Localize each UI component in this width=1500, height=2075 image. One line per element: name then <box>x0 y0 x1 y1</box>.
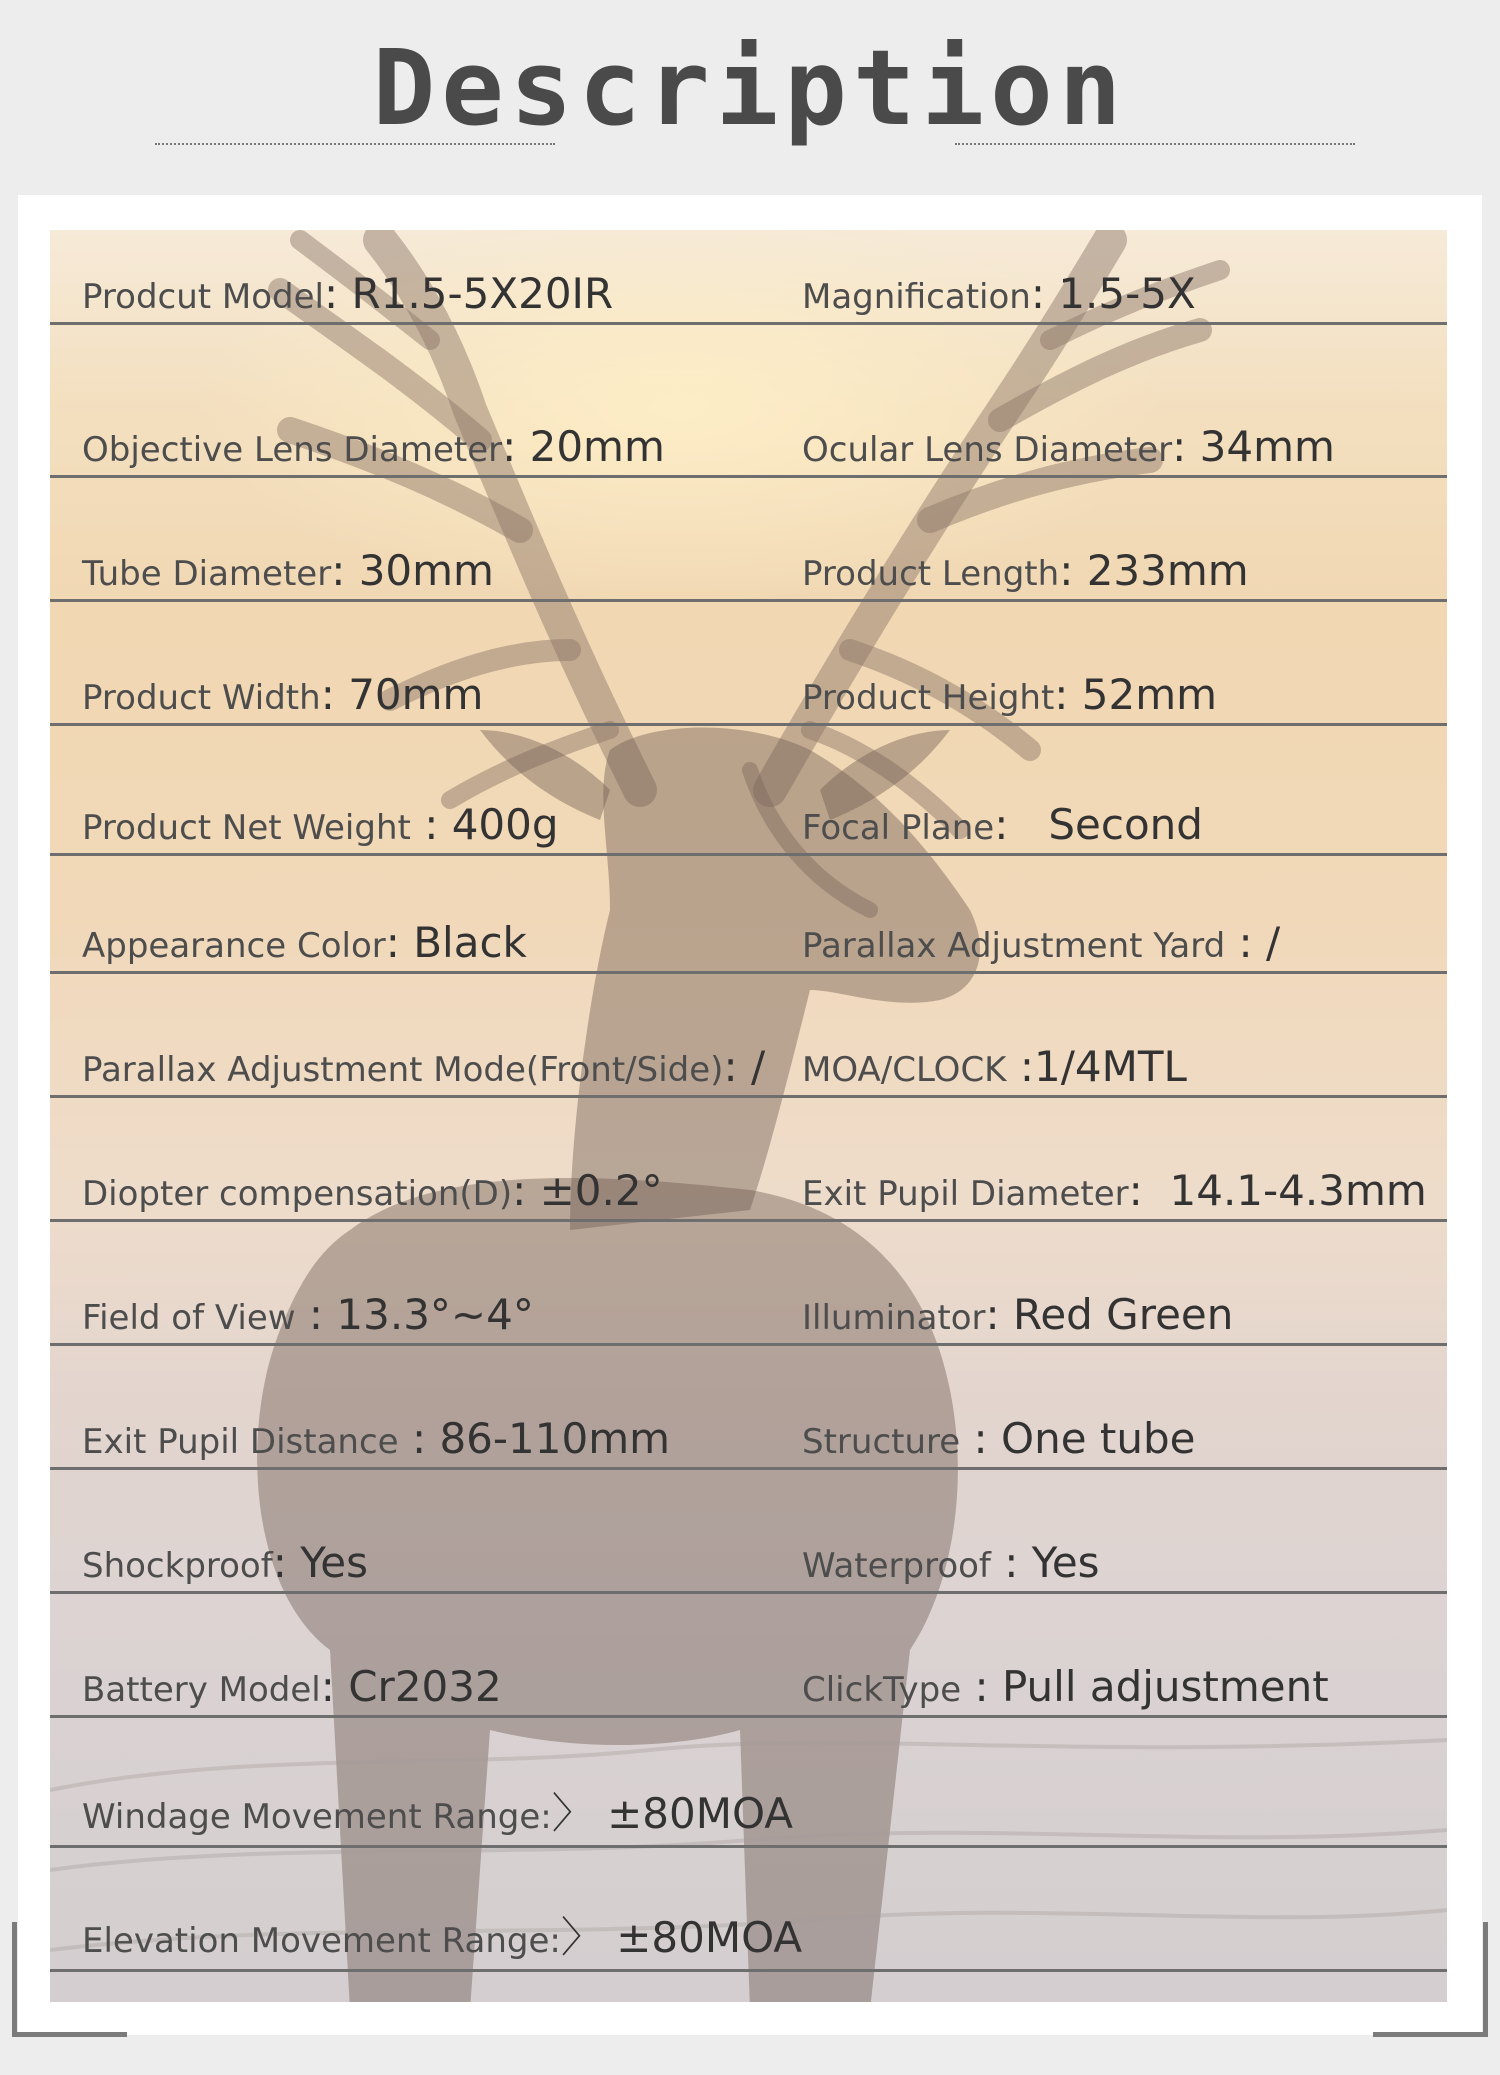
spec-item <box>82 918 527 967</box>
spec-item <box>82 800 559 849</box>
spec-value: : One tube <box>960 1414 1196 1463</box>
spec-row <box>50 1594 1447 1718</box>
spec-row <box>50 1098 1447 1222</box>
spec-label: Illuminator <box>802 1298 986 1338</box>
spec-item <box>802 1414 1195 1463</box>
spec-value: : 30mm <box>331 546 494 595</box>
spec-label: Product Height <box>802 678 1055 718</box>
spec-label: Objective Lens Diameter <box>82 430 503 470</box>
spec-value: : Cr2032 <box>320 1662 502 1711</box>
spec-value: 〉 ±80MOA <box>560 1913 803 1962</box>
spec-label: Appearance Color <box>82 926 386 966</box>
spec-item <box>802 800 1203 849</box>
spec-row <box>50 478 1447 602</box>
spec-label: MOA/CLOCK <box>802 1050 1007 1090</box>
spec-label: Ocular Lens Diameter <box>802 430 1173 470</box>
spec-value: : 13.3°~4° <box>295 1290 534 1339</box>
spec-item <box>82 1414 670 1463</box>
spec-row <box>50 1346 1447 1470</box>
spec-value: : 86-110mm <box>398 1414 671 1463</box>
spec-item <box>802 1662 1329 1711</box>
spec-value: : 233mm <box>1059 546 1249 595</box>
spec-label: Product Length <box>802 554 1060 594</box>
spec-item <box>802 670 1217 719</box>
spec-row <box>50 1718 1447 1848</box>
spec-label: Exit Pupil Distance <box>82 1422 399 1462</box>
spec-value: : 70mm <box>320 670 484 719</box>
spec-value: : Yes <box>990 1538 1100 1587</box>
spec-value: : ±0.2° <box>512 1166 663 1215</box>
spec-item <box>802 1166 1427 1215</box>
spec-value: 〉 ±80MOA <box>551 1789 793 1838</box>
spec-label: Product Net Weight <box>82 808 411 848</box>
spec-card <box>18 195 1482 2035</box>
spec-value: : / <box>1225 918 1281 967</box>
corner-bracket-left <box>12 1922 127 2037</box>
spec-label: Magnification <box>802 277 1031 317</box>
spec-value: : Pull adjustment <box>961 1662 1329 1711</box>
spec-value: : / <box>723 1042 766 1091</box>
spec-row <box>50 1470 1447 1594</box>
spec-item <box>82 546 494 595</box>
corner-bracket-right <box>1373 1922 1488 2037</box>
spec-value: : 14.1-4.3mm <box>1128 1166 1427 1215</box>
spec-value: : Black <box>385 918 527 967</box>
spec-value: : 400g <box>410 800 559 849</box>
spec-row <box>50 230 1447 325</box>
spec-item <box>802 1290 1233 1339</box>
spec-item <box>82 1538 368 1587</box>
spec-row <box>50 354 1447 478</box>
spec-label: Diopter compensation(D) <box>82 1174 513 1214</box>
spec-row <box>50 1842 1447 1972</box>
spec-item <box>802 918 1280 967</box>
spec-value: : 1.5-5X <box>1030 269 1196 318</box>
spec-row <box>50 974 1447 1098</box>
spec-label: Windage Movement Range: <box>82 1797 552 1837</box>
spec-value: : R1.5-5X20IR <box>323 269 614 318</box>
spec-value: :1/4MTL <box>1006 1042 1187 1091</box>
spec-item <box>82 1166 663 1215</box>
spec-item <box>802 1538 1100 1587</box>
spec-item <box>802 546 1249 595</box>
spec-item <box>82 1662 502 1711</box>
page-title: Description <box>372 27 1128 149</box>
spec-item <box>802 1042 1187 1091</box>
spec-item <box>82 1781 793 1841</box>
spec-item <box>82 1290 534 1339</box>
spec-item <box>82 1042 765 1091</box>
spec-label: Elevation Movement Range: <box>82 1921 561 1961</box>
spec-label: Product Width <box>82 678 321 718</box>
spec-row <box>50 850 1447 974</box>
spec-value: : Red Green <box>985 1290 1234 1339</box>
spec-label: ClickType <box>802 1670 962 1710</box>
spec-label: Shockproof <box>82 1546 273 1586</box>
spec-item <box>802 422 1335 471</box>
spec-label: Structure <box>802 1422 961 1462</box>
spec-row <box>50 1222 1447 1346</box>
spec-value: : Second <box>994 800 1203 849</box>
spec-label: Parallax Adjustment Mode(Front/Side) <box>82 1050 724 1090</box>
spec-value: : 20mm <box>502 422 665 471</box>
spec-label: Prodcut Model <box>82 277 324 317</box>
spec-label: Waterproof <box>802 1546 991 1586</box>
spec-label: Tube Diameter <box>82 554 332 594</box>
title-divider-right <box>955 143 1355 145</box>
spec-item <box>82 269 613 318</box>
spec-item <box>82 670 483 719</box>
spec-row <box>50 726 1447 856</box>
spec-row <box>50 602 1447 726</box>
spec-label: Focal Plane <box>802 808 995 848</box>
spec-item <box>82 1905 802 1965</box>
spec-item <box>82 422 665 471</box>
spec-value: : 34mm <box>1172 422 1335 471</box>
spec-label: Battery Model <box>82 1670 321 1710</box>
deer-background-image <box>50 230 1447 2002</box>
spec-value: : 52mm <box>1054 670 1218 719</box>
spec-label: Exit Pupil Diameter <box>802 1174 1129 1214</box>
spec-item <box>802 269 1196 318</box>
title-divider-left <box>155 143 555 145</box>
spec-label: Field of View <box>82 1298 296 1338</box>
spec-value: : Yes <box>272 1538 369 1587</box>
spec-label: Parallax Adjustment Yard <box>802 926 1226 966</box>
